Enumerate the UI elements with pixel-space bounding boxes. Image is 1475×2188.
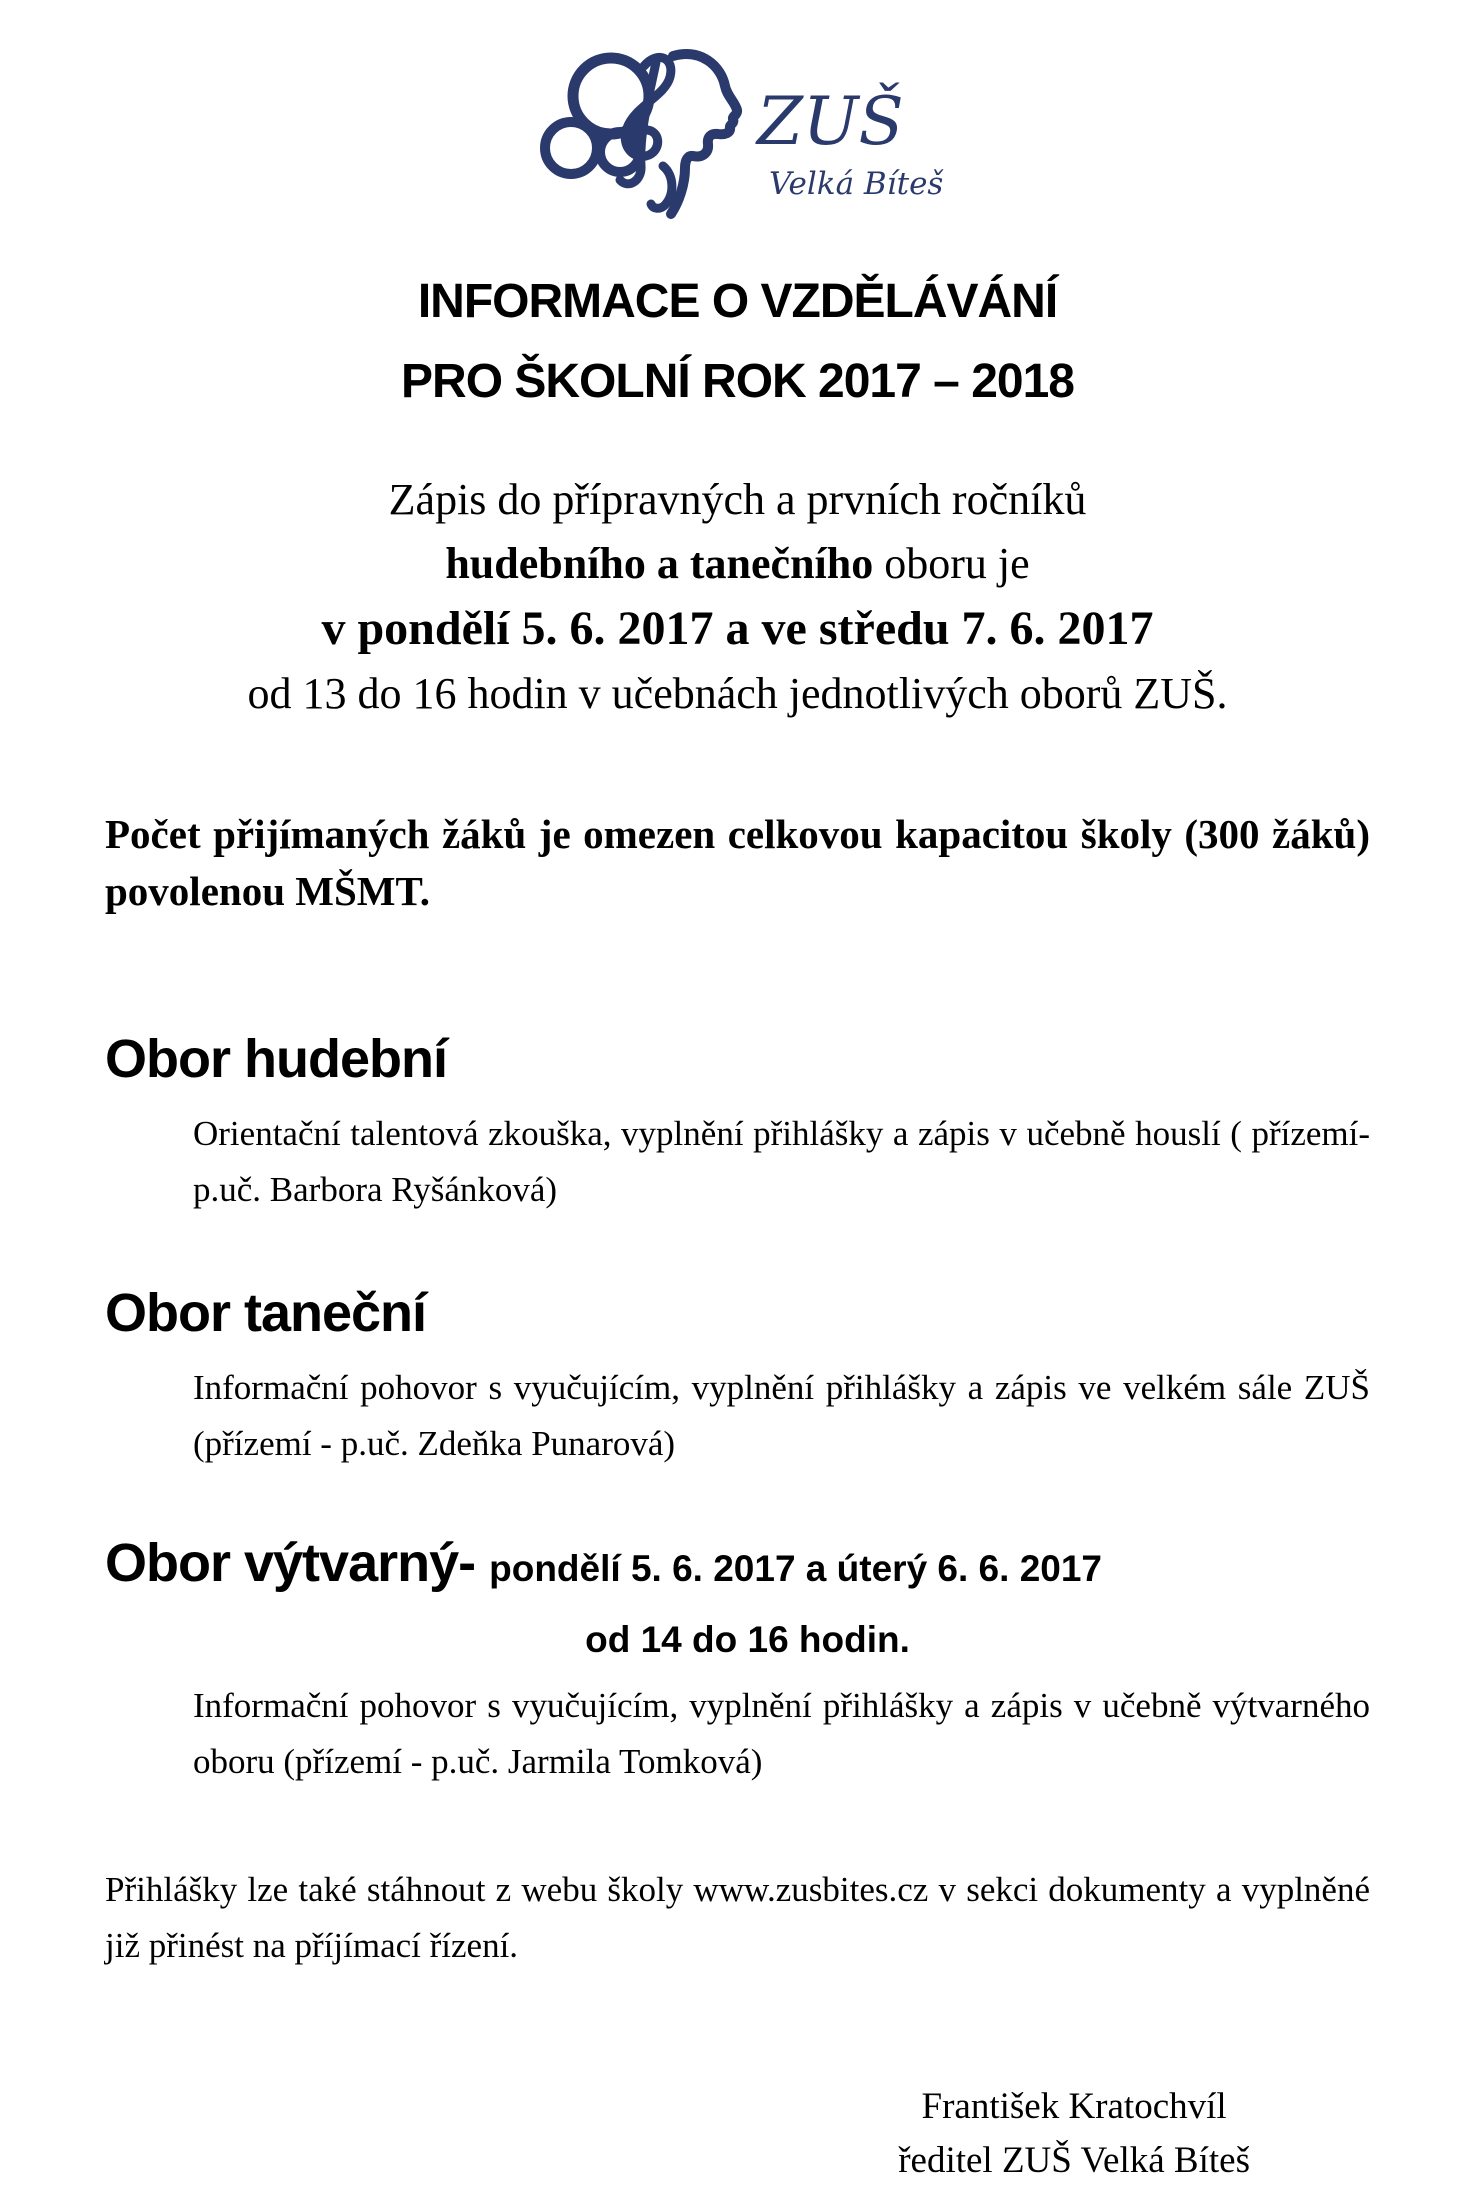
intro-hours: od 13 do 16 hodin v učebnách jednotlivých oborů ZUŠ.: [247, 669, 1228, 718]
section-heading-hudebni: Obor hudební: [105, 1029, 447, 1089]
zus-head-treble-clef-logo-icon: [523, 42, 953, 232]
intro-line2: [105, 532, 1370, 596]
download-note: Přihlášky lze také stáhnout z webu školy www.zusbites.cz v sekci dokumenty a vyplněné již přinést na příjímací řízení.: [105, 1870, 1370, 1965]
section-heading-vytvarny: [105, 1532, 1370, 1600]
signature-block: [898, 2080, 1250, 2188]
page-title: [0, 262, 1475, 422]
intro-dates: v pondělí 5. 6. 2017 a ve středu 7. 6. 2017: [321, 602, 1154, 655]
page-title-line2: PRO ŠKOLNÍ ROK 2017 – 2018: [401, 355, 1074, 408]
intro-block: [105, 468, 1370, 726]
intro-line2-rest: oboru je: [873, 539, 1030, 588]
section-heading-vytvarny-dates: pondělí 5. 6. 2017 a úterý 6. 6. 2017: [489, 1548, 1103, 1589]
logo-zus-text: ZUŠ: [756, 83, 904, 160]
logo: [0, 0, 1475, 232]
section-obor-tanecni: [105, 1282, 1370, 1472]
signature-role: ředitel ZUŠ Velká Bíteš: [898, 2140, 1250, 2181]
section-obor-hudebni: [105, 1028, 1370, 1218]
signature-name: František Kratochvíl: [921, 2086, 1227, 2127]
section-body-vytvarny: Informační pohovor s vyučujícím, vyplnění přihlášky a zápis v učebně výtvarného oboru (přízemí - p.uč. Jarmila Tomková): [193, 1686, 1370, 1781]
intro-line1: Zápis do přípravných a prvních ročníků: [388, 475, 1087, 524]
section-obor-vytvarny: [105, 1532, 1370, 1790]
capacity-note: Počet přijímaných žáků je omezen celkovou kapacitou školy (300 žáků) povolenou MŠMT.: [105, 811, 1370, 914]
section-body-tanecni: Informační pohovor s vyučujícím, vyplnění přihlášky a zápis ve velkém sále ZUŠ (přízemí - p.uč. Zdeňka Punarová): [193, 1368, 1370, 1463]
section-heading-vytvarny-main: Obor výtvarný-: [105, 1533, 476, 1593]
section-heading-vytvarny-hours: od 14 do 16 hodin.: [585, 1619, 910, 1660]
intro-line2-bold: hudebního a tanečního: [445, 539, 874, 588]
page-title-line1: INFORMACE O VZDĚLÁVÁNÍ: [417, 275, 1058, 328]
section-body-hudebni: Orientační talentová zkouška, vyplnění přihlášky a zápis v učebně houslí ( přízemí- p.uč. Barbora Ryšánková): [193, 1114, 1370, 1209]
logo-subtitle-text: Velká Bíteš: [768, 166, 943, 202]
document-content: [0, 468, 1475, 2188]
section-heading-tanecni: Obor taneční: [105, 1283, 427, 1343]
